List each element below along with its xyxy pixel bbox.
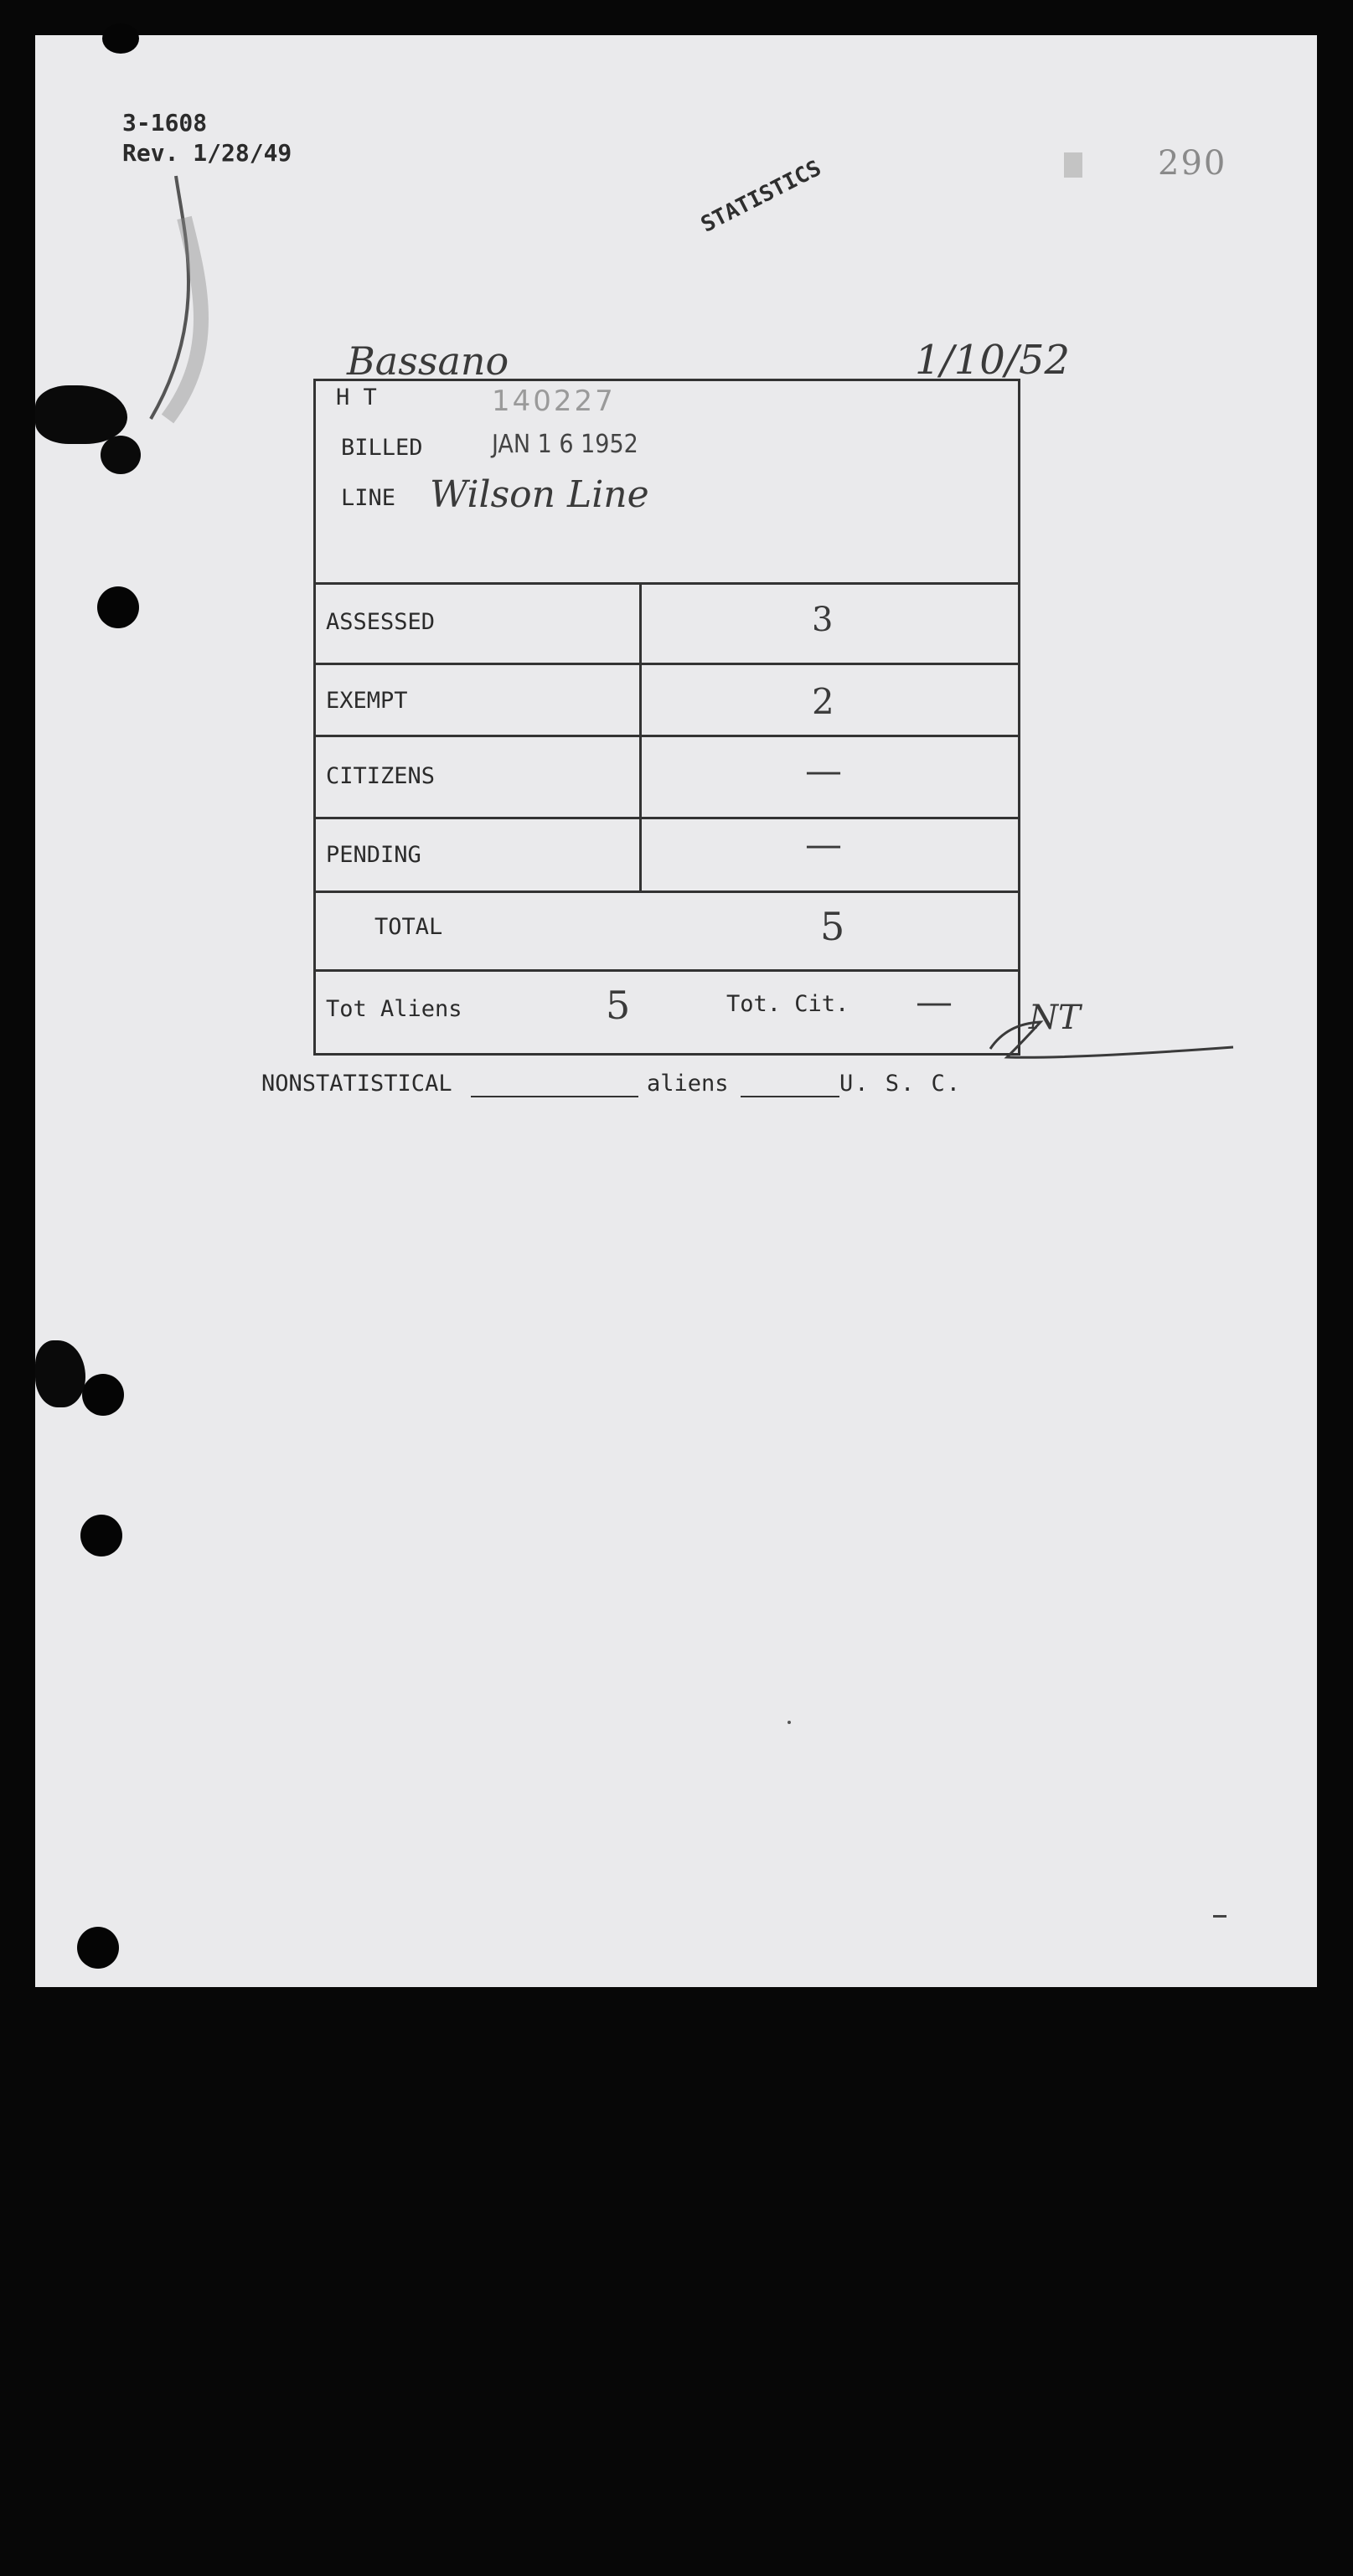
nonstatistical-blank <box>471 1096 638 1097</box>
date-handwritten: 1/10/52 <box>915 337 1071 384</box>
paper-tear <box>117 168 218 436</box>
initials-handwritten: NT <box>1029 999 1081 1037</box>
port-name-handwritten: Bassano <box>347 338 509 384</box>
tot-cit-value: — <box>916 981 953 1024</box>
pending-label: PENDING <box>326 842 421 868</box>
assessed-value: 3 <box>812 601 834 639</box>
statistics-form <box>313 379 1020 1056</box>
exempt-value: 2 <box>812 681 834 722</box>
ht-value: 140227 <box>492 385 616 418</box>
aliens-label: aliens <box>647 1071 729 1097</box>
page-smudge <box>1064 152 1082 178</box>
line-label: LINE <box>341 485 396 511</box>
column-divider <box>639 582 642 891</box>
punch-hole <box>80 1515 122 1556</box>
divider <box>316 817 1018 819</box>
line-value-handwritten: Wilson Line <box>430 473 649 516</box>
total-label: TOTAL <box>374 914 443 940</box>
punch-hole <box>102 23 139 54</box>
exempt-label: EXEMPT <box>326 688 408 714</box>
statistics-stamp: STATISTICS <box>697 155 826 238</box>
divider <box>316 663 1018 665</box>
punch-hole <box>77 1927 119 1969</box>
page-number: 290 <box>1158 144 1227 183</box>
nonstatistical-label: NONSTATISTICAL <box>261 1071 452 1097</box>
form-code: 3-1608 <box>122 109 208 137</box>
divider <box>316 735 1018 737</box>
aliens-blank <box>741 1096 839 1097</box>
tot-aliens-value: 5 <box>606 983 631 1028</box>
total-value: 5 <box>820 904 845 949</box>
citizens-label: CITIZENS <box>326 763 436 789</box>
citizens-value: — <box>805 750 842 792</box>
torn-edge <box>101 436 141 474</box>
divider <box>316 891 1018 893</box>
document-page <box>35 35 1317 1987</box>
tot-cit-label: Tot. Cit. <box>726 991 849 1017</box>
tot-aliens-label: Tot Aliens <box>326 996 462 1022</box>
billed-date-stamp: JAN 1 6 1952 <box>492 430 638 459</box>
punch-hole <box>97 586 139 628</box>
assessed-label: ASSESSED <box>326 609 436 635</box>
pending-value: — <box>805 823 842 866</box>
punch-hole <box>82 1374 124 1416</box>
ht-label: H T <box>336 385 377 410</box>
divider <box>316 582 1018 585</box>
usc-label: U. S. C. <box>839 1071 963 1097</box>
billed-label: BILLED <box>341 435 423 461</box>
initials-flourish <box>973 999 1242 1074</box>
stray-dot <box>788 1721 791 1724</box>
stray-mark <box>1213 1915 1226 1918</box>
divider <box>316 969 1018 972</box>
form-revision: Rev. 1/28/49 <box>122 139 292 167</box>
